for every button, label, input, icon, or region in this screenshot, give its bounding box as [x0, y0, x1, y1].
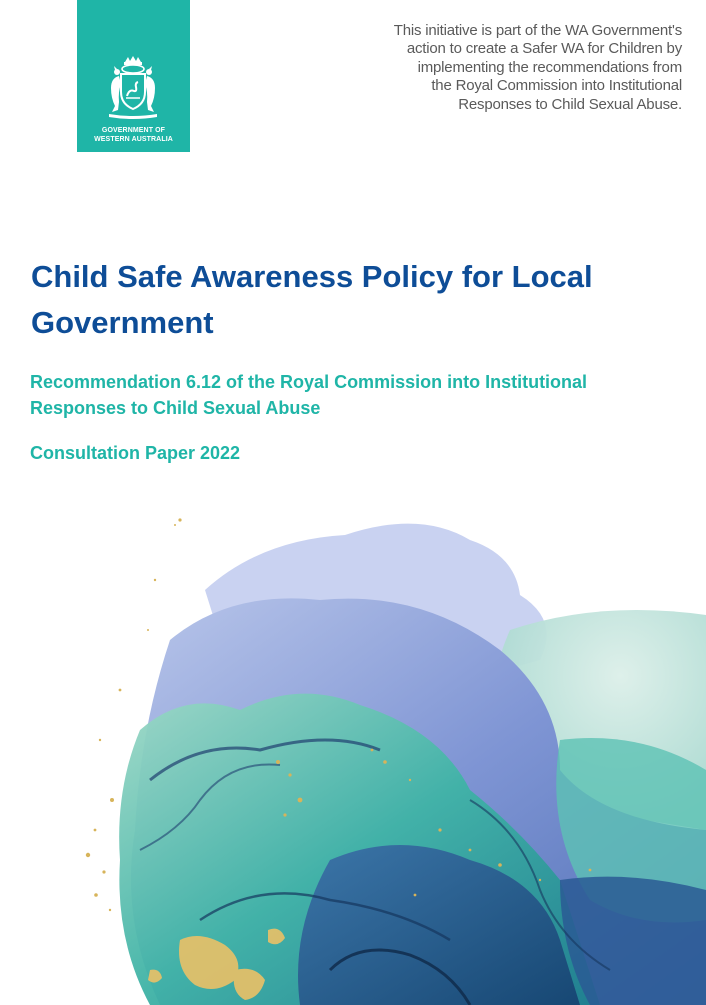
initiative-line: action to create a Safer WA for Children by: [406, 40, 682, 58]
logo-wordmark: [77, 126, 190, 144]
logo-line-1: GOVERNMENT OF: [101, 127, 166, 134]
title-line: Child Safe Awareness Policy for Local: [31, 259, 593, 294]
initiative-line: This initiative is part of the WA Government's: [393, 22, 682, 39]
logo-line-2: WESTERN AUSTRALIA: [94, 136, 173, 143]
initiative-line: the Royal Commission into Institutional: [431, 77, 682, 95]
initiative-statement: [352, 22, 682, 114]
consultation-paper-label: Consultation Paper 2022: [30, 443, 241, 463]
coat-of-arms-icon: [99, 56, 167, 122]
initiative-line: implementing the recommendations from: [417, 58, 682, 76]
wa-government-logo: [77, 0, 190, 152]
document-title: [31, 254, 691, 346]
subtitle-line: Recommendation 6.12 of the Royal Commission into Institutional: [30, 372, 588, 392]
title-line: Government: [31, 305, 214, 340]
document-subtitle: [30, 369, 690, 421]
subtitle-line: Responses to Child Sexual Abuse: [30, 398, 321, 418]
watercolour-artwork: [0, 500, 706, 1005]
initiative-line: Responses to Child Sexual Abuse.: [458, 95, 682, 113]
